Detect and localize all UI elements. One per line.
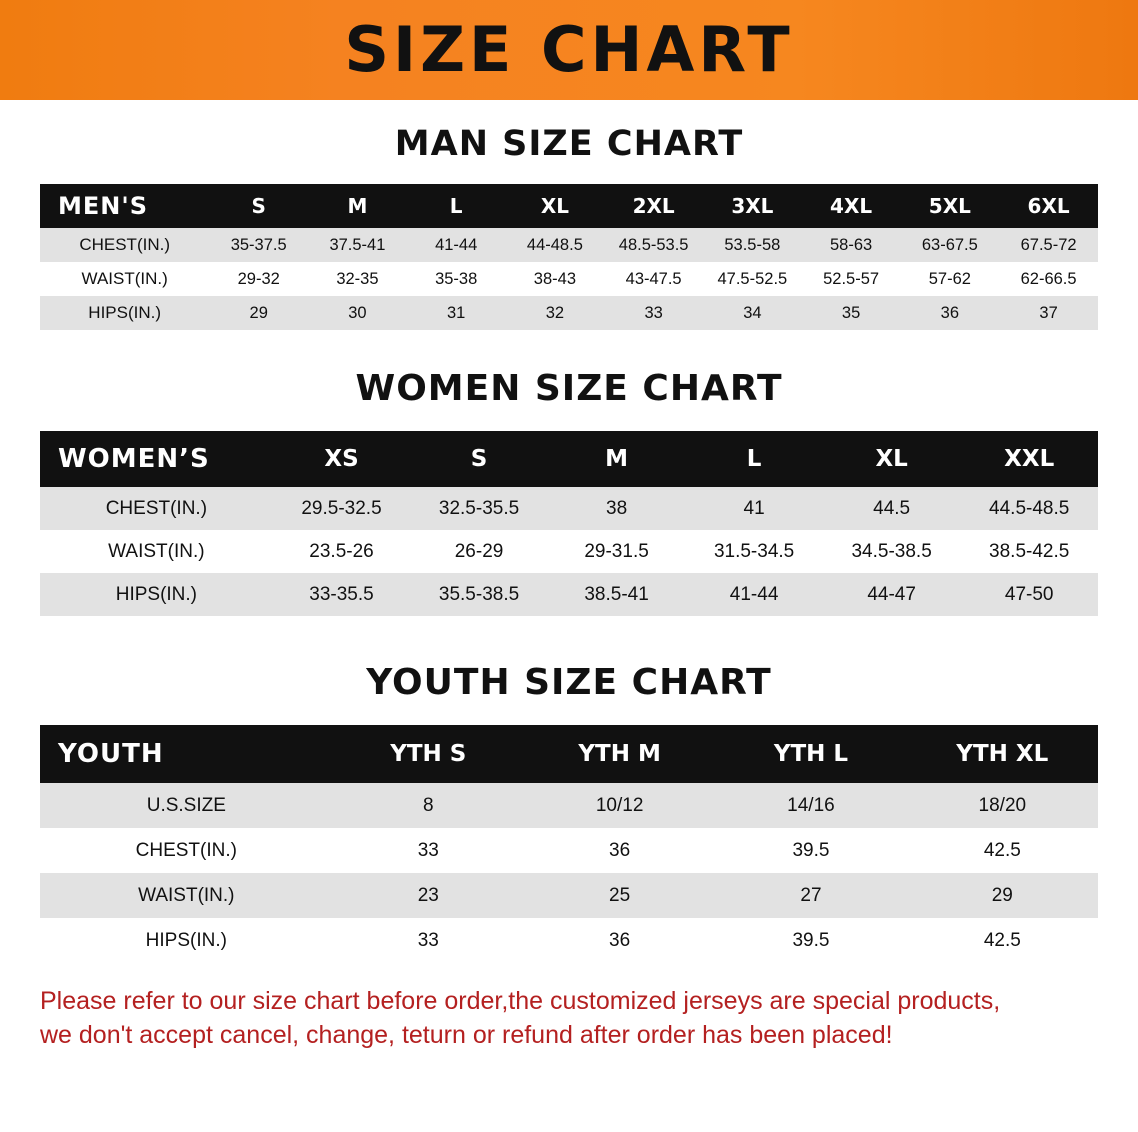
youth-cell: 14/16 (787, 794, 835, 816)
man-cell: 48.5-53.5 (618, 235, 689, 254)
youth-table-body (40, 725, 1098, 963)
women-cell: 26-29 (454, 540, 504, 562)
man-size-table (40, 184, 1098, 330)
banner (0, 0, 1138, 100)
man-cell: 38-43 (533, 269, 576, 288)
women-cell: 32.5-35.5 (438, 497, 520, 519)
man-table-header-row (40, 184, 1098, 228)
table-row (40, 296, 1098, 330)
women-cell: 23.5-26 (309, 540, 374, 562)
women-cell: 44-47 (867, 583, 916, 605)
man-cell: 44-48.5 (526, 235, 583, 254)
youth-col-header: YTH L (773, 741, 849, 767)
youth-cell: 33 (417, 929, 439, 951)
man-cell: 58-63 (830, 235, 873, 254)
table-row (40, 918, 1098, 963)
women-cell: 44.5-48.5 (989, 497, 1070, 519)
man-col-header: 3XL (731, 194, 774, 218)
women-cell: 41-44 (729, 583, 779, 605)
women-cell: 34.5-38.5 (851, 540, 932, 562)
table-row (40, 228, 1098, 262)
man-cell: 33 (644, 303, 663, 322)
policy-note-line2: we don't accept cancel, change, teturn or refund after order has been placed! (40, 1020, 893, 1049)
youth-cell: 39.5 (792, 839, 830, 861)
women-row-label: HIPS(IN.) (115, 583, 198, 605)
youth-cell: 39.5 (792, 929, 830, 951)
man-cell: 52.5-57 (823, 269, 880, 288)
women-cell: 38.5-42.5 (989, 540, 1070, 562)
youth-cell: 33 (417, 839, 439, 861)
man-col-header: 4XL (830, 194, 873, 218)
man-col-header: 5XL (928, 194, 971, 218)
youth-section-heading: YOUTH SIZE CHART (366, 662, 772, 703)
youth-col-header: YTH S (390, 741, 467, 767)
man-cell: 41-44 (435, 235, 478, 254)
man-cell: 62-66.5 (1020, 269, 1077, 288)
youth-col-header: YTH M (578, 741, 661, 767)
table-row (40, 487, 1098, 530)
youth-size-table (40, 725, 1098, 963)
youth-cell: 29 (991, 884, 1013, 906)
man-cell: 35-37.5 (230, 235, 287, 254)
women-col-header: XXL (1004, 446, 1055, 472)
man-cell: 36 (940, 303, 960, 322)
man-cell: 35 (841, 303, 861, 322)
man-cell: 57-62 (928, 269, 971, 288)
women-cell: 29.5-32.5 (301, 497, 382, 519)
table-row (40, 783, 1098, 828)
table-row (40, 262, 1098, 296)
youth-cell: 10/12 (595, 794, 644, 816)
women-row-label: WAIST(IN.) (108, 540, 205, 562)
youth-table-wrap (0, 725, 1138, 963)
man-cell: 43-47.5 (625, 269, 682, 288)
table-row (40, 573, 1098, 616)
table-row (40, 828, 1098, 873)
man-col-header: L (449, 194, 463, 218)
youth-cell: 18/20 (978, 794, 1027, 816)
policy-note-line1: Please refer to our size chart before order,the customized jerseys are special products, (40, 987, 1001, 1015)
women-table-body (40, 431, 1098, 616)
man-col-header: XL (540, 194, 569, 218)
youth-table-header-row (40, 725, 1098, 783)
youth-cell: 42.5 (983, 929, 1021, 951)
women-row-label: CHEST(IN.) (105, 497, 208, 519)
man-cell: 30 (348, 303, 367, 322)
women-cell: 33-35.5 (309, 583, 374, 605)
man-col-header: 6XL (1027, 194, 1070, 218)
youth-corner-label: YOUTH (58, 739, 164, 769)
youth-row-label: HIPS(IN.) (145, 929, 227, 951)
youth-row-label: U.S.SIZE (146, 794, 226, 816)
table-row (40, 873, 1098, 918)
man-cell: 32 (545, 303, 565, 322)
women-col-header: L (746, 446, 762, 472)
women-cell: 29-31.5 (584, 540, 649, 562)
youth-row-label: CHEST(IN.) (135, 839, 237, 861)
man-cell: 47.5-52.5 (717, 269, 788, 288)
man-cell: 63-67.5 (921, 235, 978, 254)
youth-cell: 23 (417, 884, 439, 906)
man-section-heading: MAN SIZE CHART (394, 124, 744, 164)
man-cell: 29 (249, 303, 268, 322)
women-col-header: M (605, 446, 629, 472)
man-col-header: 2XL (632, 194, 675, 218)
man-cell: 67.5-72 (1020, 235, 1077, 254)
man-corner-label: MEN'S (58, 192, 148, 220)
policy-note (0, 985, 1138, 1053)
man-row-label: HIPS(IN.) (88, 303, 162, 322)
women-col-header: XS (324, 446, 359, 472)
table-row (40, 530, 1098, 573)
youth-cell: 25 (609, 884, 631, 906)
women-cell: 35.5-38.5 (438, 583, 520, 605)
youth-cell: 27 (800, 884, 822, 906)
women-table-header-row (40, 431, 1098, 487)
women-cell: 38 (606, 497, 628, 519)
man-cell: 53.5-58 (724, 235, 781, 254)
man-cell: 35-38 (435, 269, 478, 288)
women-col-header: XL (875, 446, 908, 472)
youth-cell: 36 (609, 839, 631, 861)
youth-row-label: WAIST(IN.) (138, 884, 235, 906)
man-cell: 31 (446, 303, 466, 322)
man-table-wrap (0, 184, 1138, 330)
man-col-header: S (251, 194, 266, 218)
women-cell: 31.5-34.5 (713, 540, 795, 562)
youth-cell: 42.5 (983, 839, 1021, 861)
women-cell: 41 (743, 497, 765, 519)
women-table-wrap (0, 431, 1138, 616)
women-cell: 47-50 (1004, 583, 1054, 605)
youth-col-header: YTH XL (956, 741, 1049, 767)
women-cell: 38.5-41 (584, 583, 649, 605)
women-corner-label: WOMEN’S (58, 444, 210, 474)
youth-cell: 36 (609, 929, 631, 951)
man-table-body (40, 184, 1098, 330)
man-col-header: M (347, 194, 368, 218)
man-cell: 37.5-41 (329, 235, 386, 254)
man-cell: 37 (1039, 303, 1058, 322)
man-row-label: WAIST(IN.) (81, 269, 168, 288)
man-cell: 29-32 (237, 269, 280, 288)
man-cell: 32-35 (336, 269, 379, 288)
man-row-label: CHEST(IN.) (79, 235, 170, 254)
youth-cell: 8 (423, 794, 434, 816)
banner-title: SIZE CHART (344, 13, 794, 86)
women-section-heading: WOMEN SIZE CHART (355, 368, 783, 409)
women-col-header: S (470, 446, 488, 472)
women-size-table (40, 431, 1098, 616)
women-cell: 44.5 (873, 497, 911, 519)
man-cell: 34 (743, 303, 762, 322)
